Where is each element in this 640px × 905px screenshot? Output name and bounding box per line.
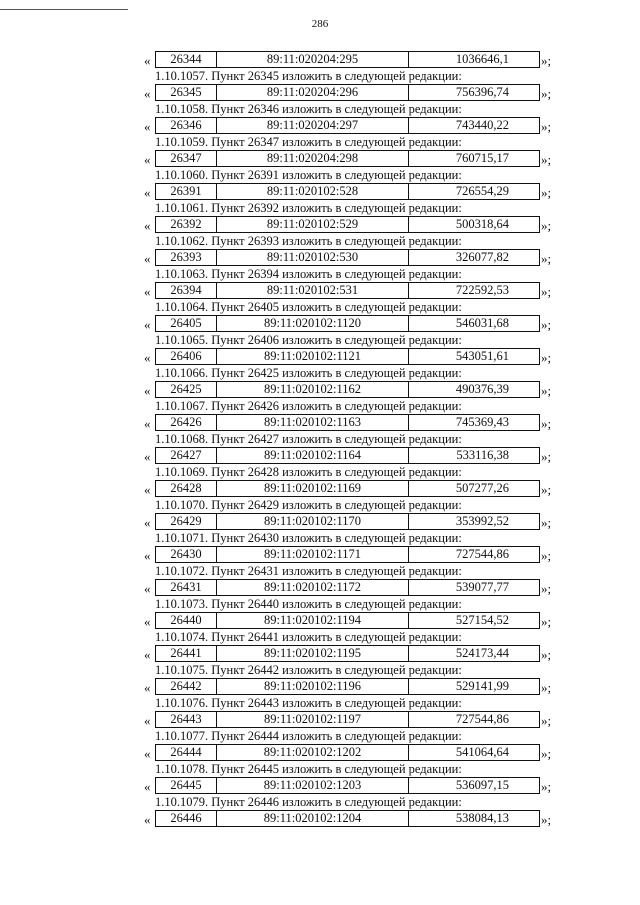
amendment-heading: 1.10.1079. Пункт 26446 изложить в следующей редакции:	[155, 795, 462, 809]
table-row	[0, 348, 640, 365]
cadastral-number-cell: 89:11:020102:1170	[217, 514, 409, 529]
open-quote: «	[144, 812, 151, 827]
value-cell: 536097,15	[455, 778, 509, 792]
value-cell: 541064,64	[455, 745, 509, 759]
record-table	[155, 216, 540, 233]
close-quote: »;	[541, 746, 552, 761]
table-row	[0, 612, 640, 629]
record-table	[155, 777, 540, 794]
open-quote: «	[144, 53, 151, 68]
amendment-heading: 1.10.1065. Пункт 26406 изложить в следующей редакции:	[155, 333, 462, 347]
open-quote: «	[144, 185, 151, 200]
amendment-heading: 1.10.1073. Пункт 26440 изложить в следующей редакции:	[155, 597, 462, 611]
record-table	[155, 414, 540, 431]
amendment-heading: 1.10.1062. Пункт 26393 изложить в следующей редакции:	[155, 234, 462, 248]
record-table	[155, 645, 540, 662]
record-table	[155, 678, 540, 695]
cadastral-number-cell: 89:11:020102:1172	[217, 580, 409, 595]
cadastral-number-cell: 89:11:020102:1202	[217, 745, 409, 760]
amendment-heading: 1.10.1071. Пункт 26430 изложить в следующей редакции:	[155, 531, 462, 545]
open-quote: «	[144, 218, 151, 233]
cadastral-number-cell: 89:11:020102:1121	[217, 349, 409, 364]
close-quote: »;	[541, 416, 552, 431]
table-row	[0, 711, 640, 728]
close-quote: »;	[541, 680, 552, 695]
cadastral-number-cell: 89:11:020102:1195	[217, 646, 409, 661]
item-number-cell: 26431	[156, 580, 217, 595]
record-table	[155, 711, 540, 728]
amendment-heading: 1.10.1070. Пункт 26429 изложить в следующей редакции:	[155, 498, 462, 512]
item-number-cell: 26394	[156, 283, 217, 298]
close-quote: »;	[541, 185, 552, 200]
cadastral-number-cell: 89:11:020102:1164	[217, 448, 409, 463]
open-quote: «	[144, 317, 151, 332]
item-number-cell: 26443	[156, 712, 217, 727]
open-quote: «	[144, 416, 151, 431]
close-quote: »;	[541, 548, 552, 563]
record-table	[155, 447, 540, 464]
open-quote: «	[144, 581, 151, 596]
record-table	[155, 810, 540, 827]
table-row	[0, 810, 640, 827]
close-quote: »;	[541, 449, 552, 464]
cadastral-number-cell: 89:11:020204:298	[217, 151, 409, 166]
item-number-cell: 26427	[156, 448, 217, 463]
close-quote: »;	[541, 86, 552, 101]
value-cell: 726554,29	[455, 184, 509, 198]
cadastral-number-cell: 89:11:020102:1204	[217, 811, 409, 826]
value-cell: 743440,22	[455, 118, 509, 132]
table-row	[0, 744, 640, 761]
close-quote: »;	[541, 383, 552, 398]
amendment-heading: 1.10.1077. Пункт 26444 изложить в следующей редакции:	[155, 729, 462, 743]
record-table	[155, 513, 540, 530]
cadastral-number-cell: 89:11:020204:297	[217, 118, 409, 133]
record-table	[155, 381, 540, 398]
record-table	[155, 480, 540, 497]
close-quote: »;	[541, 119, 552, 134]
open-quote: «	[144, 713, 151, 728]
open-quote: «	[144, 251, 151, 266]
cadastral-number-cell: 89:11:020102:1120	[217, 316, 409, 331]
table-row	[0, 678, 640, 695]
value-cell: 353992,52	[455, 514, 509, 528]
record-table	[155, 183, 540, 200]
page-number: 286	[311, 18, 329, 30]
cadastral-number-cell: 89:11:020204:296	[217, 85, 409, 100]
item-number-cell: 26346	[156, 118, 217, 133]
table-row	[0, 249, 640, 266]
amendment-heading: 1.10.1058. Пункт 26346 изложить в следующей редакции:	[155, 102, 462, 116]
value-cell: 745369,43	[455, 415, 509, 429]
value-cell: 507277,26	[455, 481, 509, 495]
open-quote: «	[144, 482, 151, 497]
cadastral-number-cell: 89:11:020102:1162	[217, 382, 409, 397]
item-number-cell: 26446	[156, 811, 217, 826]
close-quote: »;	[541, 218, 552, 233]
close-quote: »;	[541, 284, 552, 299]
close-quote: »;	[541, 251, 552, 266]
open-quote: «	[144, 119, 151, 134]
record-table	[155, 84, 540, 101]
value-cell: 760715,17	[455, 151, 509, 165]
value-cell: 500318,64	[455, 217, 509, 231]
value-cell: 533116,38	[456, 448, 509, 462]
cadastral-number-cell: 89:11:020102:1203	[217, 778, 409, 793]
item-number-cell: 26442	[156, 679, 217, 694]
amendment-list	[0, 51, 640, 827]
table-row	[0, 579, 640, 596]
item-number-cell: 26429	[156, 514, 217, 529]
item-number-cell: 26406	[156, 349, 217, 364]
value-cell: 756396,74	[455, 85, 509, 99]
amendment-heading: 1.10.1076. Пункт 26443 изложить в следующей редакции:	[155, 696, 462, 710]
cadastral-number-cell: 89:11:020102:531	[217, 283, 409, 298]
amendment-heading: 1.10.1059. Пункт 26347 изложить в следующей редакции:	[155, 135, 462, 149]
cadastral-number-cell: 89:11:020102:529	[217, 217, 409, 232]
item-number-cell: 26344	[156, 52, 217, 67]
item-number-cell: 26405	[156, 316, 217, 331]
open-quote: «	[144, 152, 151, 167]
open-quote: «	[144, 779, 151, 794]
record-table	[155, 249, 540, 266]
amendment-heading: 1.10.1072. Пункт 26431 изложить в следующей редакции:	[155, 564, 462, 578]
value-cell: 527154,52	[455, 613, 509, 627]
close-quote: »;	[541, 812, 552, 827]
item-number-cell: 26426	[156, 415, 217, 430]
amendment-heading: 1.10.1060. Пункт 26391 изложить в следующей редакции:	[155, 168, 462, 182]
value-cell: 326077,82	[455, 250, 509, 264]
table-row	[0, 282, 640, 299]
close-quote: »;	[541, 482, 552, 497]
cadastral-number-cell: 89:11:020102:1194	[217, 613, 409, 628]
open-quote: «	[144, 449, 151, 464]
cadastral-number-cell: 89:11:020102:1163	[217, 415, 409, 430]
cadastral-number-cell: 89:11:020102:528	[217, 184, 409, 199]
table-row	[0, 513, 640, 530]
item-number-cell: 26440	[156, 613, 217, 628]
cadastral-number-cell: 89:11:020102:1197	[217, 712, 409, 727]
amendment-heading: 1.10.1067. Пункт 26426 изложить в следующей редакции:	[155, 399, 462, 413]
table-row	[0, 150, 640, 167]
table-row	[0, 480, 640, 497]
amendment-heading: 1.10.1061. Пункт 26392 изложить в следующей редакции:	[155, 201, 462, 215]
item-number-cell: 26345	[156, 85, 217, 100]
close-quote: »;	[541, 317, 552, 332]
record-table	[155, 744, 540, 761]
cadastral-number-cell: 89:11:020102:1196	[217, 679, 409, 694]
amendment-heading: 1.10.1068. Пункт 26427 изложить в следующей редакции:	[155, 432, 462, 446]
amendment-heading: 1.10.1063. Пункт 26394 изложить в следующей редакции:	[155, 267, 462, 281]
open-quote: «	[144, 383, 151, 398]
close-quote: »;	[541, 350, 552, 365]
close-quote: »;	[541, 581, 552, 596]
open-quote: «	[144, 515, 151, 530]
amendment-heading: 1.10.1075. Пункт 26442 изложить в следующей редакции:	[155, 663, 462, 677]
table-row	[0, 645, 640, 662]
value-cell: 543051,61	[455, 349, 509, 363]
amendment-heading: 1.10.1057. Пункт 26345 изложить в следующей редакции:	[155, 69, 462, 83]
open-quote: «	[144, 746, 151, 761]
cadastral-number-cell: 89:11:020102:530	[217, 250, 409, 265]
amendment-heading: 1.10.1064. Пункт 26405 изложить в следующей редакции:	[155, 300, 462, 314]
item-number-cell: 26445	[156, 778, 217, 793]
close-quote: »;	[541, 713, 552, 728]
amendment-heading: 1.10.1066. Пункт 26425 изложить в следующей редакции:	[155, 366, 462, 380]
close-quote: »;	[541, 647, 552, 662]
amendment-heading: 1.10.1078. Пункт 26445 изложить в следующей редакции:	[155, 762, 462, 776]
close-quote: »;	[541, 152, 552, 167]
table-row	[0, 216, 640, 233]
value-cell: 524173,44	[455, 646, 509, 660]
item-number-cell: 26428	[156, 481, 217, 496]
item-number-cell: 26425	[156, 382, 217, 397]
top-rule	[0, 9, 128, 10]
open-quote: «	[144, 548, 151, 563]
close-quote: »;	[541, 614, 552, 629]
record-table	[155, 546, 540, 563]
record-table	[155, 117, 540, 134]
value-cell: 490376,39	[455, 382, 509, 396]
cadastral-number-cell: 89:11:020102:1171	[217, 547, 409, 562]
item-number-cell: 26444	[156, 745, 217, 760]
record-table	[155, 51, 540, 68]
table-row	[0, 117, 640, 134]
item-number-cell: 26347	[156, 151, 217, 166]
record-table	[155, 315, 540, 332]
amendment-heading: 1.10.1069. Пункт 26428 изложить в следующей редакции:	[155, 465, 462, 479]
value-cell: 546031,68	[455, 316, 509, 330]
item-number-cell: 26391	[156, 184, 217, 199]
open-quote: «	[144, 680, 151, 695]
cadastral-number-cell: 89:11:020102:1169	[217, 481, 409, 496]
close-quote: »;	[541, 515, 552, 530]
amendment-heading: 1.10.1074. Пункт 26441 изложить в следующей редакции:	[155, 630, 462, 644]
table-row	[0, 381, 640, 398]
table-row	[0, 447, 640, 464]
item-number-cell: 26392	[156, 217, 217, 232]
table-row	[0, 414, 640, 431]
close-quote: »;	[541, 53, 552, 68]
table-row	[0, 546, 640, 563]
value-cell: 539077,77	[455, 580, 509, 594]
table-row	[0, 777, 640, 794]
value-cell: 727544,86	[455, 547, 509, 561]
cadastral-number-cell: 89:11:020204:295	[217, 52, 409, 67]
record-table	[155, 282, 540, 299]
value-cell: 538084,13	[455, 811, 509, 825]
value-cell: 1036646,1	[455, 52, 509, 66]
item-number-cell: 26393	[156, 250, 217, 265]
table-row	[0, 84, 640, 101]
item-number-cell: 26430	[156, 547, 217, 562]
value-cell: 529141,99	[455, 679, 509, 693]
table-row	[0, 51, 640, 68]
record-table	[155, 612, 540, 629]
record-table	[155, 348, 540, 365]
table-row	[0, 315, 640, 332]
value-cell: 722592,53	[455, 283, 509, 297]
open-quote: «	[144, 614, 151, 629]
item-number-cell: 26441	[156, 646, 217, 661]
open-quote: «	[144, 284, 151, 299]
value-cell: 727544,86	[455, 712, 509, 726]
close-quote: »;	[541, 779, 552, 794]
open-quote: «	[144, 350, 151, 365]
open-quote: «	[144, 647, 151, 662]
table-row	[0, 183, 640, 200]
open-quote: «	[144, 86, 151, 101]
record-table	[155, 579, 540, 596]
record-table	[155, 150, 540, 167]
